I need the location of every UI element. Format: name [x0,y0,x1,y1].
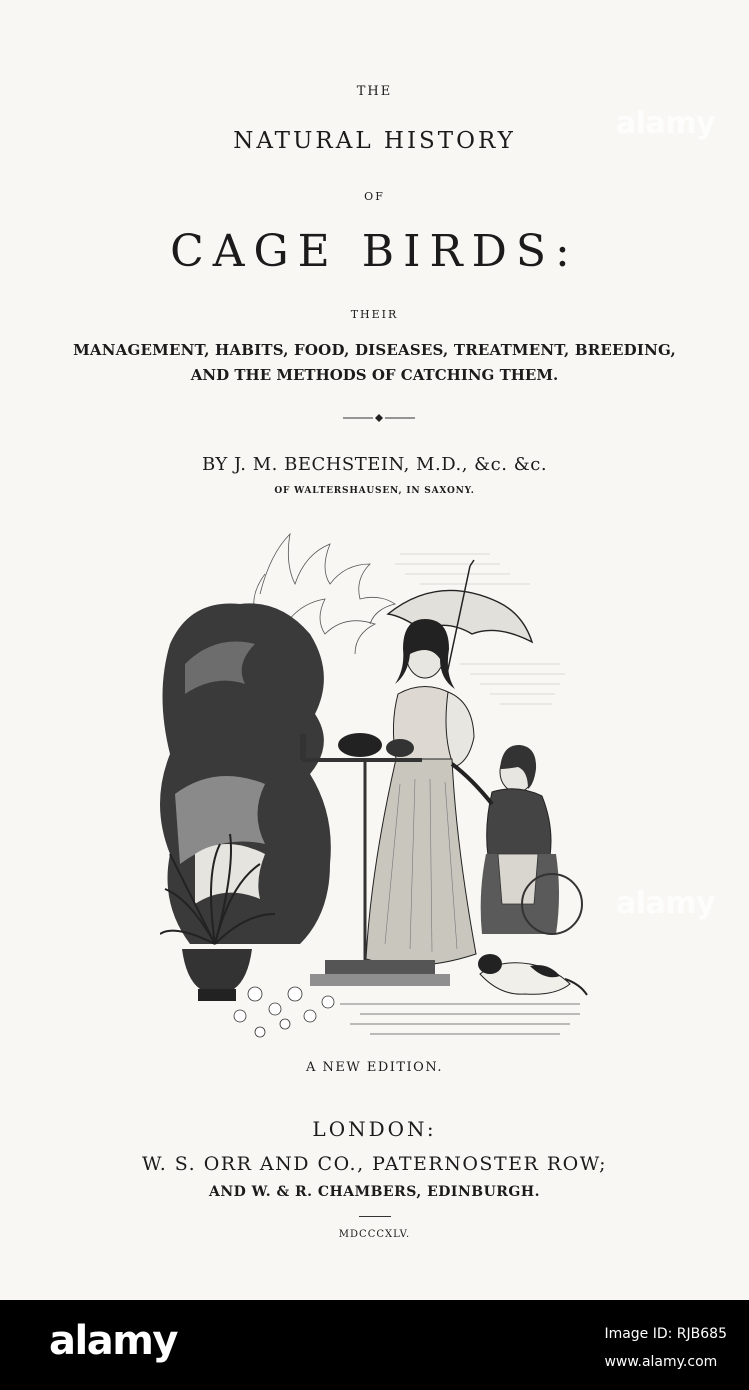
publisher-line-2: AND W. & R. CHAMBERS, EDINBURGH. [209,1184,540,1200]
subtitle-their: THEIR [350,308,399,321]
engraving-illustration [160,524,590,1049]
image-id-label: Image ID: RJB685 [604,1326,727,1342]
site-link[interactable]: www.alamy.com [604,1354,718,1370]
stock-footer-bar [0,1300,749,1390]
main-title: CAGE BIRDS: [170,226,579,277]
title-the: THE [356,84,393,99]
subtitle-line-2: AND THE METHODS OF CATCHING THEM. [190,366,559,384]
title-natural-history: NATURAL HISTORY [233,128,516,154]
subtitle-line-1: MANAGEMENT, HABITS, FOOD, DISEASES, TREATMENT, BREEDING, [73,341,676,359]
alamy-logo: alamy [49,1318,177,1364]
publication-year: MDCCCXLV. [338,1229,411,1240]
author-location: OF WALTERSHAUSEN, IN SAXONY. [274,486,475,496]
woman-figure [366,619,476,965]
author-line: BY J. M. BECHSTEIN, M.D., &c. &c. [201,454,548,475]
title-of: OF [364,190,385,203]
watermark-middle: alamy [616,886,716,921]
city-label: LONDON: [312,1117,437,1141]
footer-info [604,1320,727,1376]
dog-figure [478,954,587,995]
edition-label: A NEW EDITION. [305,1060,444,1075]
publisher-line-1: W. S. ORR AND CO., PATERNOSTER ROW; [141,1153,607,1175]
year-rule [359,1216,391,1217]
watermark-top: alamy [616,106,716,141]
girl-figure [452,745,582,934]
ornament-divider [343,411,415,425]
